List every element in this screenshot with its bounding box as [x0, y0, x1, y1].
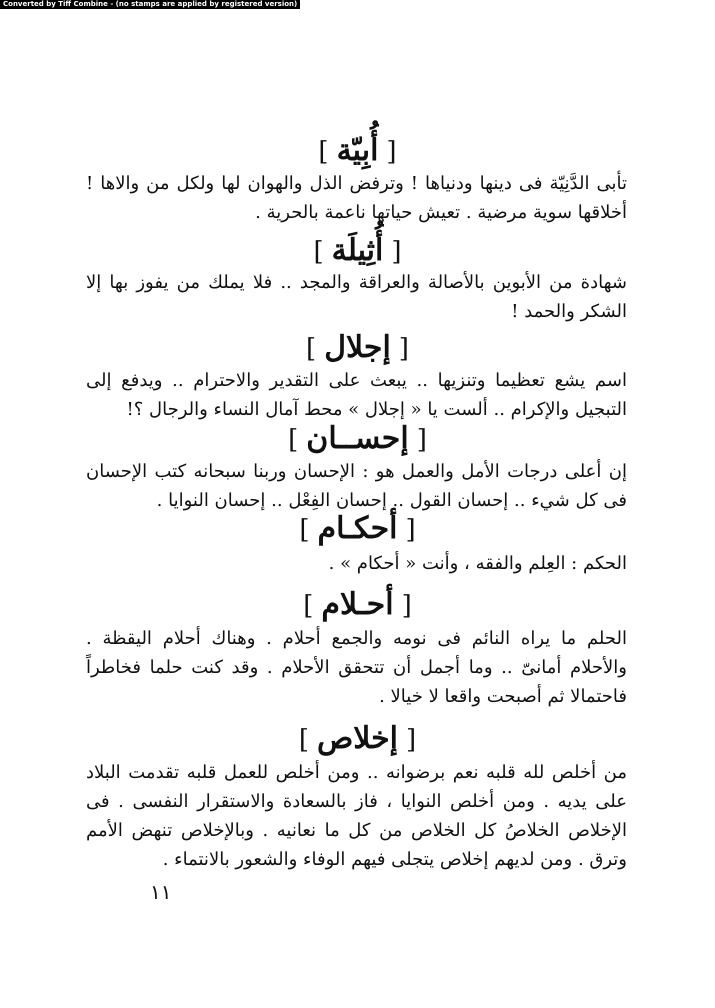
page-number: ١١: [150, 880, 172, 904]
entry-title-ahlam: [0, 587, 715, 622]
open-bracket: [: [401, 591, 412, 621]
entry-title-ahkam: [0, 511, 715, 546]
close-bracket: ]: [303, 591, 314, 621]
entry-paragraph-ahkam: الحكم : العِلم والفقه ، وأنت « أحكام » .: [328, 553, 627, 574]
open-bracket: [: [405, 515, 416, 545]
entry-title-text: إخلاص: [316, 721, 399, 756]
entry-title-text: أُبِيّة: [336, 133, 379, 168]
close-bracket: ]: [318, 137, 329, 167]
entry-title-text: إحســان: [306, 421, 409, 456]
close-bracket: ]: [288, 425, 299, 455]
entry-paragraph-abiyya: تأبى الدَّنِيّة فى دينها ودنياها ! وترفض الذل والهوان لها ولكل من والاها ! أخلاقها سوية مرضية . تعيش حياتها ناعمة بالحرية .: [86, 173, 627, 223]
entry-paragraph-ijlal: اسم يشع تعظيما وتنزيها .. يبعث على التقدير والاحترام .. ويدفع إلى التبجيل والإكرام .. ألست يا « إجلال » محط آمال النساء والرجال ؟!: [86, 370, 627, 420]
entry-title-ikhlas: [0, 721, 715, 756]
entry-title-uthayla: [0, 233, 715, 268]
open-bracket: [: [398, 334, 409, 364]
entry-title-text: أُثِيلَة: [331, 233, 384, 268]
entry-title-abiyya: [0, 133, 715, 168]
close-bracket: ]: [299, 515, 310, 545]
entry-title-ijlal: [0, 330, 715, 365]
close-bracket: ]: [306, 334, 317, 364]
open-bracket: [: [391, 237, 402, 267]
open-bracket: [: [416, 425, 427, 455]
entry-title-text: أحـلام: [321, 587, 394, 622]
open-bracket: [: [406, 725, 417, 755]
close-bracket: ]: [298, 725, 309, 755]
entry-paragraph-ikhlas: من أخلص لله قلبه نعم برضوانه .. ومن أخلص للعمل قلبه تقدمت البلاد على يديه . ومن أخلص النوايا ، فاز بالسعادة والاستقرار النفسى . فى الإخلاص الخلاصُ كل الخلاص من كل ما نعانيه . وبالإخلاص تنهض الأمم وترق . ومن لديهم إخلاص يتجلى فيهم الوفاء والشعور بالانتماء .: [86, 762, 627, 870]
open-bracket: [: [386, 137, 397, 167]
entry-title-ihsan: [0, 421, 715, 456]
entry-paragraph-ihsan: إن أعلى درجات الأمل والعمل هو : الإحسان وربنا سبحانه كتب الإحسان فى كل شيء .. إحسان القول .. إحسان الفِعْل .. إحسان النوايا .: [86, 461, 627, 511]
entry-title-text: إجلال: [324, 330, 391, 365]
close-bracket: ]: [313, 237, 324, 267]
entry-title-text: أحكـام: [317, 511, 398, 546]
conversion-watermark: Converted by Tiff Combine - (no stamps are applied by registered version): [0, 0, 300, 9]
entry-paragraph-uthayla: شهادة من الأبوين بالأصالة والعراقة والمجد .. فلا يملك من يفوز بها إلا الشكر والحمد !: [86, 272, 627, 322]
entry-paragraph-ahlam: الحلم ما يراه النائم فى نومه والجمع أحلام . وهناك أحلام اليقظة . والأحلام أمانىّ .. وما أجمل أن تتحقق الأحلام . وقد كنت حلما فخاطراً فاحتمالا ثم أصبحت واقعا لا خيالا .: [86, 628, 627, 707]
